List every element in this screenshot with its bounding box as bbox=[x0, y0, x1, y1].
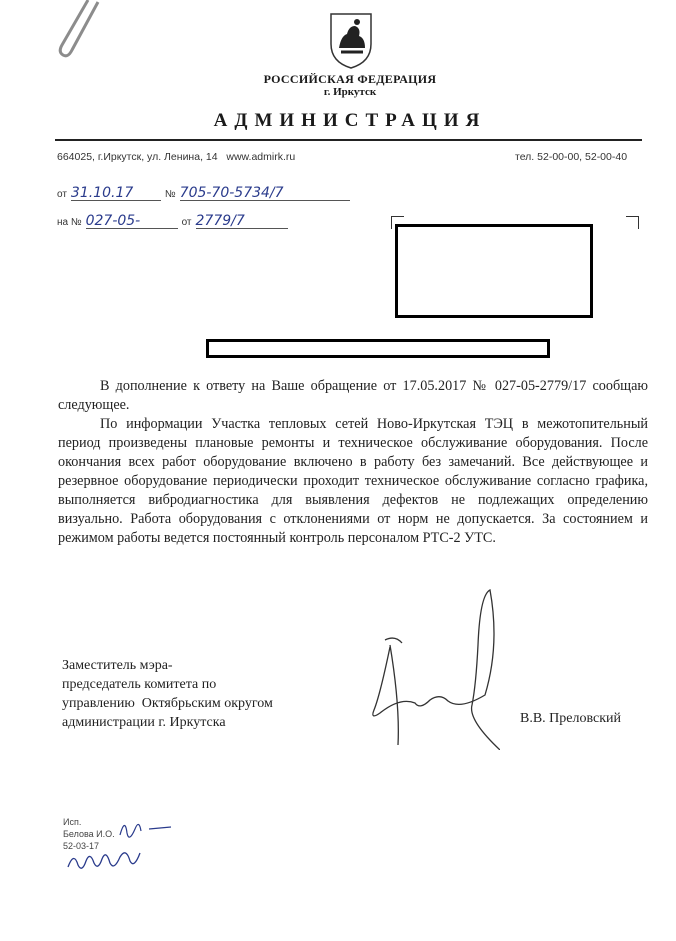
signatory-title bbox=[62, 656, 362, 732]
number-label: № bbox=[164, 189, 176, 200]
country-heading: РОССИЙСКАЯ ФЕДЕРАЦИЯ bbox=[263, 72, 437, 86]
reply-label: на № bbox=[57, 217, 82, 228]
reply-number-field bbox=[86, 212, 178, 229]
number-field bbox=[180, 184, 350, 201]
signatory-title-line: председатель комитета по bbox=[62, 677, 217, 692]
addressee-corner-right bbox=[626, 216, 639, 229]
signatory-title-line: Заместитель мэра- bbox=[62, 658, 173, 673]
executor-initials bbox=[115, 815, 175, 845]
body-paragraph: По информации Участка тепловых сетей Ново-Иркутская ТЭЦ в межотопительный период произведены плановые ремонты и техническое обслуживание оборудования. После окончания всех работ оборудование включено в работу без замечаний. Все действующее и резервное оборудование периодически проходит техническое обслуживание согласно графика, выполняется вибродиагностика для выявления дефектов не подлежащих определению визуально. Работа оборудования с отклонениями от норм не допускается. За состоянием и режимом работы ведется постоянный контроль персоналом РТС-2 УТС. bbox=[58, 416, 648, 546]
executor-signature bbox=[64, 843, 144, 875]
from-label: от bbox=[57, 189, 67, 200]
signatory-name: В.В. Преловский bbox=[520, 711, 622, 726]
executor-phone: 52-03-17 bbox=[63, 841, 100, 851]
handwritten-signature bbox=[360, 585, 500, 750]
website-link[interactable]: www.admirk.ru bbox=[226, 151, 296, 163]
header-divider bbox=[55, 139, 642, 141]
page-title: АДМИНИСТРАЦИЯ bbox=[213, 110, 487, 131]
paper-clip-icon bbox=[58, 0, 108, 62]
reg-date: 31.10.17 bbox=[70, 185, 134, 201]
redacted-addressee bbox=[395, 224, 593, 318]
phone-line: тел. 52-00-00, 52-00-40 bbox=[515, 151, 628, 163]
reg-number: 705-70-5734/7 bbox=[179, 185, 284, 201]
signatory-title-line: администрации г. Иркутска bbox=[62, 715, 226, 730]
signatory-title-line: управлению Октябрьским округом bbox=[62, 696, 273, 711]
letter-body bbox=[58, 377, 648, 548]
address-line bbox=[57, 151, 295, 163]
outgoing-reg-row bbox=[57, 184, 367, 202]
city-heading: г. Иркутск bbox=[323, 86, 377, 98]
reply-reg-row bbox=[57, 212, 367, 230]
body-paragraph: В дополнение к ответу на Ваше обращение от 17.05.2017 № 027-05-2779/17 сообщаю следующее. bbox=[58, 378, 648, 413]
reply-from-label: от bbox=[181, 217, 192, 228]
redacted-line bbox=[206, 339, 550, 358]
executor-name: Белова И.О. bbox=[63, 829, 115, 839]
city-emblem-icon bbox=[327, 10, 375, 70]
date-field bbox=[71, 184, 161, 201]
reply-number: 027-05- bbox=[85, 213, 141, 229]
address-text: 664025, г.Иркутск, ул. Ленина, 14 bbox=[57, 151, 218, 163]
reply-date-field bbox=[196, 212, 288, 229]
executor-label: Исп. bbox=[63, 817, 82, 827]
reply-date: 2779/7 bbox=[195, 213, 245, 229]
